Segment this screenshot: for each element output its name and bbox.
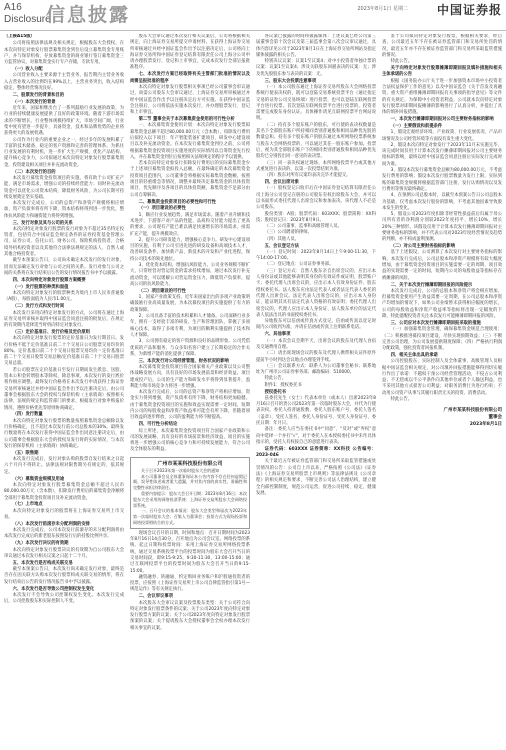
body-paragraph: 3、公司拥有稳定的客户资源和良好的品牌形象。公司凭借优质的产品和服务，与众多知名客户建立了长期稳定的合作关系，为新增产能的消化提供了保障。 — [130, 339, 250, 357]
section-heading: （三）定价基准日、发行价格及定价原则 — [12, 330, 90, 335]
body-paragraph: 4、在预测公司总股本时，以截至本预案公告日公司总股本为基础，仅考虑本次发行股份的影响，不考虑其他因素导致股本发生的变化。 — [382, 193, 502, 211]
section-heading: 四、会议出席对象 — [264, 180, 299, 186]
body-paragraph: （三）登记方式：自然人股东亲自出席会议的，应出示本人身份证或其他能够表明其身份的有效证件或证明、股票账户卡；委托代理人出席会议的，应出示本人有效身份证件、股东授权委托书。法人股东应由法定代表人或者法定代表人委托的代理人出席会议。法定代表人出席会议的，应出示本人身份证、能证明其具有法定代表人资格的有效证明；委托代理人出席会议的，代理人应出示本人身份证、法人股东单位的法定代表人依法出具的书面授权委托书。 — [256, 268, 376, 318]
section-heading: 关于向特定对象发行股票摊薄即期回报及填补措施和相关主体承诺的公告 — [382, 66, 502, 78]
section-heading: 授权委托书 — [264, 389, 287, 395]
body-paragraph: （一）登记时间：2023年8月14日上午9:00-11:30，下午14:00-17:00。 — [256, 249, 376, 262]
body-paragraph: 1、假设宏观经济环境、产业政策、行业发展状况、产品市场情况及公司经营环境等方面没有发生重大变化。 — [382, 130, 502, 142]
section-heading: （一）主要假设和前提条件 — [390, 123, 443, 129]
body-paragraph: （二）请出席现场会议的股东及代理人携带相关证件原件提前半小时到达会议地点办理签到手续。 — [256, 351, 376, 363]
column-2 — [130, 34, 250, 746]
body-paragraph: 本次向特定对象发行股票相关事项已经公司董事会审议通过，尚需公司股东大会审议通过、上海证券交易所审核通过并经中国证监会作出予以注册决定后方可实施。在获得中国证监会注册后，公司将依法实施本次发行，并办理股票发行、登记和上市事宜。 — [130, 84, 250, 116]
section-heading: 二、股票发行的背景和目的 — [12, 92, 65, 98]
body-paragraph: 本次向特定对象发行的股票种类为境内上市人民币普通股（A股），每股面值为人民币1.00元。 — [4, 291, 124, 303]
section-heading: 五、本次发行是否构成关联交易 — [12, 560, 73, 566]
section-heading: （一）项目建设的必要性 — [138, 206, 186, 212]
body-paragraph: 一、本次募集资金使用计划：本次向特定对象发行股票拟募集资金总额不超过80,000.00万元（含本数），扣除发行费用后拟投入以下项目：年产智能装备扩建项目、研发中心建设项目以及补充流动资金。在本次发行募集资金到位之前，公司将根据募集资金投资项目实施进度的实际情况以自筹资金先行投入，并在募集资金到位后按照相关法规规定的程序予以置换。 — [130, 123, 250, 160]
body-paragraph: 2、假设本次向特定对象发行于2023年11月末实施完毕，该完成时间仅用于计算本次发行摊薄即期回报对公司主要财务指标的影响，最终以经中国证监会同意注册后实际发行完成时间为准。 — [382, 142, 502, 167]
section-heading: 一、本次发行摊薄即期回报对公司主要财务指标的影响 — [390, 117, 494, 123]
column-4 — [382, 34, 502, 746]
body-paragraph: 本次发行完成后，发行对象认购的股票自发行结束之日起六个月内不得转让。法律法规对限售期另有规定的，依其规定。 — [4, 457, 124, 475]
body-paragraph: 股份类别：A股；股票代码：603XXX；股票简称：XX科技；股权登记日：2023年8月9日。 — [256, 211, 376, 223]
body-paragraph: 鉴于公司拟向特定对象发行股票，根据相关要求，经自查，公司最近五年不存在被证券监管部门和交易所处罚的情况，最近五年亦不存在被证券监管部门和交易所采取监管措施的情况。 — [382, 34, 502, 58]
section-heading: （六）募集资金规模及用途 — [12, 476, 65, 482]
section-heading: （五）限售期 — [12, 450, 39, 456]
section-heading: （一）本次发行的背景 — [12, 99, 56, 105]
body-paragraph: 根据《国务院办公厅关于进一步加强资本市场中小投资者合法权益保护工作的意见》以及中国证监会《关于首发及再融资、重大资产重组摊薄即期回报有关事项的指导意见》等文件的有关规定，为保障中小投资者利益，公司就本次向特定对象发行股票对即期回报摊薄的影响进行了认真分析，并提出了具体的填补回报措施。 — [382, 78, 502, 116]
section-heading: 四、本次向特定对象发行股票方案概要 — [12, 277, 86, 283]
column-1 — [4, 34, 124, 746]
notice-paragraph: 重要内容提示：股东大会召开日期：2023年8月16日；本次股东大会采用的网络投票系统：上海证券交易所股东大会网络投票系统。 — [133, 490, 247, 508]
body-paragraph: （二）登记地点：公司证券事务部。 — [264, 262, 334, 268]
body-paragraph: 本次向特定对象发行股票的发行对象为不超过35名特定投资者，包括符合中国证监会规定条件的证券投资基金管理公司、证券公司、信托公司、财务公司、保险机构投资者、合格境外机构投资者以及其他符合法律法规规定的法人、自然人或其他合格投资者。 — [4, 226, 124, 258]
body-paragraph: 公司营业收入主要来源于主营业务，报告期内主营业务收入占营业收入的比例均在99%以上，主营业务突出，收入结构稳定，整体经营情况良好。 — [4, 73, 124, 91]
body-paragraph: 本次发行募集资金投资项目的实施，将有助于公司扩充产能，满足市场需求，增强公司的持续经营能力；同时补充流动资金可以优化公司资本结构，降低财务风险，为公司长期可持续发展奠定坚实基础。 — [4, 175, 124, 200]
body-paragraph: 本次发行完成后，公司的总资产和净资产规模将相应增加，资产负债率将有所下降，资本结构将得到进一步优化，整体抗风险能力和融资能力将得到增强。 — [4, 201, 124, 219]
body-paragraph: 若本次向特定对象发行扣除发行费用后的实际募集资金少于上述项目募集资金拟投入总额，在最终确定的本次募集资金投资项目范围内，公司董事会将根据实际募集资金数额，按照项目的轻重缓急等情况，调整并最终决定募集资金的具体投资项目、优先顺序及各项目的具体投资额，募集资金不足部分由公司自筹解决。 — [130, 161, 250, 198]
notice-paragraph: 关于召开2023年第一次临时股东大会的通知 — [141, 467, 220, 473]
signature-line: 2023年8月1日 — [469, 422, 502, 428]
body-paragraph: 截至本预案公告日，本次发行尚未确定发行对象，最终是否存在因关联方认购本次发行股票构成关联交易的情形，将在发行结束后公告的发行情况报告书中予以披露。 — [4, 567, 124, 585]
masthead — [0, 0, 506, 31]
body-paragraph: （二）公司董事、监事和高级管理人员。 — [264, 224, 342, 230]
section-title: 信息披露 — [46, 4, 131, 26]
body-paragraph: 各议案已披露的时间和披露媒体：上述议案已经公司第三届董事会第十次会议及第三届监事会第八次会议审议通过，具体内容详见公司于2023年8月1日在上海证券交易所网站及指定媒体披露的相关公告。 — [256, 34, 376, 58]
body-paragraph: （三）公司聘请的律师。 — [264, 230, 312, 236]
body-paragraph: 若公司股票在定价基准日至发行日期间发生派息、送股、资本公积金转增股本等除权、除息事项，本次发行的发行底价将作相应调整。最终发行价格将在本次发行申请获得上海证券交易所审核通过并经中国证监会作出予以注册决定后，由公司董事会根据股东大会的授权与保荐机构（主承销商）按照相关法律、法规的规定和监管部门的要求，根据发行对象申购报价情况，遵照价格优先等原则协商确定。 — [4, 367, 124, 411]
body-paragraph: （二）持有多个股东账户的股东，可行使的表决权数量是其名下全部股东账户所持相同类别普通股和相同品种优先股的数量总和。持有多个股东账户的股东通过本所网络投票系统参与股东大会网络投票的，可以通过其任一股东账户参加。投票后，视为其全部股东账户下的相同类别普通股和相同品种优先股均已分别投出同一意见的表决票。 — [256, 122, 376, 160]
body-paragraph: 异地股东可以信函或传真方式登记，信函或传真以登记时间内公司收到为准，并请在信函或传真上注明联系电话。 — [256, 319, 376, 331]
body-paragraph: 本次股东大会审议议案及投票股东类型：关于公司符合向特定对象发行股票条件的议案；关于公司2023年度向特定对象发行股票方案的议案；关于公司2023年度向特定对象发行股票预案的议案；关于提请股东大会授权董事会全权办理本次发行相关事宜的议案。 — [130, 600, 250, 631]
body-paragraph: （一）本公司股东通过上海证券交易所股东大会网络投票系统行使表决权的，既可以登陆交易系统投票平台（通过指定交易的证券公司交易终端）进行投票，也可以登陆互联网投票平台进行投票。首次登陆互联网投票平台进行投票的，投资者需要完成股东身份认证。具体操作请见互联网投票平台网站说明。 — [256, 84, 376, 122]
body-paragraph: 股东大会审议通过本次发行相关议案后，公司将根据相关规定，向上海证券交易所提交申请材料，在获得上海证券交易所审核通过并经中国证监会作出予以注册决定后，公司将向上海证券交易所和中国证券登记结算有限责任公司上海分公司申请办理股票发行、登记和上市事宜，完成本次发行全部呈报批准程序。 — [130, 34, 250, 71]
body-paragraph: 特此公告。 — [390, 59, 413, 65]
body-paragraph: 本次发行完成后，公司的总资产和净资产将相应增加，资金实力得到增强，资产负债率有所下降，财务结构更加稳健。由于募集资金投资项目的实施和效益实现需要一定时间，短期内公司的每股收益和净资产收益率可能会有所下降，但随着项目效益的逐步释放，公司的盈利能力将不断提高。 — [130, 390, 250, 421]
column-3 — [256, 34, 376, 746]
body-paragraph: （四）股东对所有议案均表决完毕才能提交。 — [264, 173, 351, 179]
body-paragraph: 特此公告。 — [390, 397, 413, 403]
body-paragraph: 兹委托先生（女士）代表本单位（或本人）出席2023年8月16日召开的贵公司2023年第一次临时股东大会，并代为行使表决权。委托人持普通股数、委托人股东账户号、委托人签名（盖章）、受托人签名、委托人身份证号、受托人身份证号、委托日期：年月日。 — [256, 395, 376, 427]
body-paragraph: 本次向特定对象发行股票决议的有效期为自公司股东大会审议通过本次发行相关议案之日起十二个月。 — [4, 547, 124, 559]
body-paragraph: 基于上述假设，公司测算了本次发行对主要财务指标的影响。本次发行完成后，公司总股本和净资产规模将有较大幅度增加，由于募集资金投资项目的实施需要一定的周期，项目效益的实现需要一定的时间，短期内公司的每股收益等指标存在被摊薄的风险。 — [382, 250, 502, 281]
section-heading: （九）本次发行决议的有效期 — [12, 541, 69, 547]
body-paragraph: 本次向特定对象发行股票募集资金总额不超过人民币80,000.00万元（含本数），扣除发行费用后的募集资金净额将全部用于募集资金投资项目及补充流动资金。 — [4, 482, 124, 501]
section-heading: （二）本次发行的目的 — [12, 169, 56, 175]
body-paragraph: 2、提升公司研发能力，增强核心竞争力。研发中心建设项目的实施，有利于公司引进先进的研发设备和高端技术人才，改善研发条件，加快新产品、新技术的开发和产业化进程，保持公司技术的领先地位。 — [130, 237, 250, 262]
body-paragraph: 本次向特定对象发行股票的定价基准日为发行期首日。发行价格不低于定价基准日前二十个交易日公司股票交易均价的80%。定价基准日前二十个交易日股票交易均价＝定价基准日前二十个交易日股票交易总额/定价基准日前二十个交易日股票交易总量。 — [4, 336, 124, 367]
continued-from-label: （上接A15版） — [4, 34, 35, 39]
body-paragraph: （三）同一表决权通过现场、本所网络投票平台或其他方式重复进行表决的，以第一次投票结果为准。 — [256, 160, 376, 172]
body-paragraph: 本次发行不会导致公司控制权发生变化。本次发行完成后，公司控股股东和实际控制人不变。 — [4, 592, 124, 605]
section-heading: 第二节 董事会关于本次募集资金使用的可行性分析 — [138, 117, 235, 123]
section-heading: 六、其他事项 — [264, 332, 291, 338]
section-heading: （八）本次发行前滚存未分配利润的安排 — [12, 521, 90, 527]
section-name-en: Disclosure — [4, 14, 51, 25]
signature-line: 董事会 — [488, 415, 502, 421]
body-paragraph: （一）加强募集资金管理，确保募集资金规范合理使用；（二）积极推进募投项目建设，尽快实现预期效益；（三）不断完善公司治理，为公司发展提供制度保障；（四）严格执行利润分配政策，强化投资者回报机制。 — [382, 327, 502, 352]
body-paragraph: 本次向特定对象发行股票的数量按照募集资金总额除以发行价格确定，且不超过本次发行前公司总股本的30%。最终发行数量将在本次发行获得中国证监会作出同意注册决定后，由公司董事会根据股东大会的授权及发行时的实际情况，与本次发行的保荐机构（主承销商）协商确定。 — [4, 418, 124, 449]
body-paragraph: （三）会议联系方式：联系人为公司董事会秘书；联系地址为广州市公司证券事务部；邮政编码：510000。 — [256, 363, 376, 376]
body-paragraph: （四）其他人员。 — [264, 236, 299, 242]
body-paragraph: 现场会议召开的日期、时间和地点：召开日期时间为2023年8月16日14点30分，召开地点为公司会议室。网络投票的系统、起止日期和投票时间：采用上海证券交易所网络投票系统，通过交易系统投票平台的投票时间为股东大会召开当日的交易时间段，即9:15-9:25，9:30-11:30，13:00-15:00；通过互联网投票平台的投票时间为股东大会召开当日的9:15-15:00。 — [130, 530, 250, 574]
body-paragraph: 公司将按照法律法规及相关规定，根据股东大会授权，在本次向特定对象发行股票募集资金到位后设立募集资金专用账户，并与保荐机构、存放募集资金的商业银行签订募集资金三方监管协议，对募集资金实行专户存储，专款专用。 — [4, 41, 124, 66]
body-paragraph: 公司控股股东、实际控制人及全体董事、高级管理人员根据中国证监会相关规定，对公司填补回报措施能够得到切实履行作出了承诺：不越权干预公司经营管理活动，不侵占公司利益；不无偿或以不公平条件向其他单位或者个人输送利益，也不采用其他方式损害公司利益；对职务消费行为进行约束；不动用公司资产从事与其履行职责无关的投资、消费活动。 — [382, 359, 502, 396]
body-paragraph: 本次向特定对象发行的股票将在上海证券交易所上市交易。 — [4, 508, 124, 520]
body-paragraph: 3、假设本次发行募集资金总额为80,000.00万元，不考虑发行费用的影响；假设本次发行股票数量为发行上限，实际到账的募集资金规模将根据监管部门注册、发行认购情况以及发行费用等情况最终确定。 — [382, 168, 502, 192]
body-paragraph: 综上所述，本次募集资金投资项目符合国家产业政策和公司的发展战略，具有良好的市场前景和经济效益，项目的实施将进一步增强公司的核心竞争力和可持续发展能力，符合公司及全体股东的利益。 — [130, 428, 250, 453]
body-paragraph: （一）本次会议会期半天，出席会议的股东及代理人食宿及交通费用自理。 — [256, 338, 376, 350]
section-heading: 三、本次发行对公司经营管理、财务状况的影响 — [138, 358, 229, 364]
body-paragraph: 附件1：授权委托书 — [264, 382, 302, 388]
signature-block — [382, 407, 502, 428]
body-paragraph: 1、顺应行业发展趋势，满足市场需求。随着产业升级和技术进步，下游客户对产品的性能、品质和交付能力提出了更高的要求，公司现有产能已难以满足快速增长的市场需求，亟需扩充产能，提升规模效应。 — [130, 212, 250, 237]
notice-box — [130, 457, 250, 529]
body-paragraph: 备注：委托人应当在委托书中“同意”、“反对”或“弃权”意向中选择一个并打“√”，对于委托人在本授权委托书中未作具体指示的，受托人有权按自己的意愿进行表决。 — [256, 427, 376, 445]
body-paragraph: 近年来，国家相继出台了一系列鼓励行业发展的政策，为行业的持续健康发展提供了良好的政策环境。随着下游市场需求的不断增长，行业整体规模持续扩大，市场空间广阔，行业集中度有望进一步提升，具备资金、技术和品牌优势的企业将获得更大的发展机遇。 — [4, 106, 124, 137]
notice-company-title: 广州市某某科技股份有限公司 — [157, 460, 223, 467]
section-heading: （七）上市地点 — [12, 502, 43, 508]
body-paragraph: 本次发行完成后，公司的总股本和净资产将会相应增加。但募集资金使用产生效益需要一定周期，在公司总股本和净资产均增加的情况下，如果公司业绩暂未获得相应幅度的增长，公司的每股收益和净资产收益率等指标将出现一定幅度的下降。特此提醒投资者关注本次发行可能摊薄即期回报的风险。 — [382, 288, 502, 320]
notice-paragraph: 一、召开会议的基本情况：股东大会类型和届次为2023年第一次临时股东大会；召集人为董事会；投票方式为现场投票和网络投票相结合的方式。 — [133, 508, 247, 525]
body-paragraph: 特此公告。 — [264, 376, 287, 382]
section-heading: （二）发行方式和发行时间 — [12, 304, 65, 310]
section-heading: 二、会议审议事项 — [138, 594, 173, 600]
section-heading: 六、本次发行是否导致公司控制权发生变化 — [12, 586, 95, 592]
section-heading: 四、相关主体出具的承诺 — [390, 353, 438, 358]
body-paragraph: 截至本预案公告日，公司尚未确定本次发行的发行对象，因而无法确定发行对象与公司之间的关系。发行对象与公司之间的关系将在发行结束后公告的发行情况报告书中予以披露。 — [4, 258, 124, 276]
body-paragraph: 5、假设公司2023年度扣除非经常性损益前后归属于母公司所有者的净利润分别较2022年度持平、增长10%、增长20%三种情形。该假设仅用于计算本次发行摊薄即期回报对主要财务指标的影响，并不代表公司对2023年度经营情况及趋势的判断，亦不构成盈利预测。 — [382, 212, 502, 243]
section-heading: （一）收入分配 — [12, 67, 43, 73]
section-heading: 五、会议登记方法 — [264, 243, 299, 249]
section-heading: 三、发行对象及其与公司的关系 — [12, 220, 73, 226]
section-heading: （四）发行数量 — [12, 412, 43, 418]
body-paragraph: 本次发行完成后，公司本次发行前滚存的未分配利润将由本次发行完成后的新老股东按照发行后的持股比例共享。 — [4, 528, 124, 540]
body-paragraph: 3、优化资本结构，增强抗风险能力。公司业务规模不断扩大，日常经营对营运资金的需求持续增加，通过本次发行补充流动资金，可以缓解公司营运资金压力，降低资产负债率，提高公司的抗风险能力。 — [130, 263, 250, 287]
body-paragraph: 本次募集资金投资项目符合国家相关产业政策以及公司整体战略发展方向，具有良好的市场发展前景和经济效益。项目建成投产后，公司的生产能力和研发水平将得到显著提升，盈利能力和市场竞争力将进一步增强。 — [130, 365, 250, 389]
newspaper-logo: 中国证券报 — [436, 3, 502, 17]
section-heading: （二）项目建设的可行性 — [138, 288, 186, 294]
section-heading: 证券代码：603XXX 证券简称：XX科技 公告编号：2023-046 — [256, 446, 376, 459]
section-heading: 七、本次发行方案已经取得有关主管部门批准的情况以及尚需呈报批准的程序 — [130, 72, 250, 84]
body-paragraph: 特别决议议案：议案1至议案4；对中小投资者单独计票的议案：议案1至议案4；涉及关联股东回避表决的议案：无；涉及优先股股东参与表决的议案：无。 — [256, 59, 376, 77]
notice-paragraph: 本公司董事会及全体董事保证本公告内容不存在任何虚假记载、误导性陈述或者重大遗漏，并对其内容的真实性、准确性和完整性承担法律责任。 — [133, 473, 247, 491]
section-heading: （二）对公司主要财务指标的影响 — [390, 244, 456, 250]
page-code: A16 — [4, 2, 22, 13]
body-paragraph: 公司作为行业内的重要企业之一，经过多年的发展积累了丰富的技术储备、稳定的客户资源和完善的管理体系。为抓住行业发展的有利时机，进一步扩大生产规模、优化产品结构、提升核心竞争力，公司拟通过本次向特定对象发行股票募集资金，投资建设相关项目并补充流动资金。 — [4, 137, 124, 168]
section-heading: 三、股东大会投票注意事项 — [264, 78, 317, 84]
body-paragraph: 2、公司具备丰富的技术积累和人才储备。公司深耕行业多年，拥有一支经验丰富的研发、生产和管理团队，掌握了多项核心技术，取得了多项专利，为项目的顺利实施提供了技术和人才保障。 — [130, 314, 250, 338]
article-columns — [4, 34, 502, 746]
section-heading: （一）发行股票的种类和面值 — [12, 284, 69, 290]
section-heading: 二、关于本次发行摊薄即期回报的风险提示 — [390, 282, 473, 288]
body-paragraph: 关于最近五年被证券监管部门和交易所采取监管措施或处罚情况的公告：公司自上市以来，严格按照《公司法》《证券法》《上海证券交易所股票上市规则》等法律法规及《公司章程》的相关规定和要求，不断完善公司法人治理结构，建立健全内部控制制度，规范公司运营，促进公司持续、稳定、健康发展。 — [256, 459, 376, 496]
body-paragraph: 本次发行采用向特定对象发行的方式，公司将在通过上海证券交易所审核并取得中国证监会同意注册的批复后，在规定的有效期内选择适当时机向特定对象发行。 — [4, 310, 124, 329]
section-heading: 三、公司应对本次发行摊薄即期回报采取的措施 — [390, 320, 481, 326]
body-paragraph: 融资融券、转融通、约定购回业务账户和沪股通投资者的投票，应按照《上海证券交易所上市公司自律监管指引第1号—规范运作》等有关规定执行。 — [130, 574, 250, 593]
body-paragraph: （一）股权登记日收市后在中国证券登记结算有限责任公司上海分公司登记在册的公司股东有权出席股东大会，并可以以书面形式委托代理人出席会议和参加表决。该代理人不必是公司股东。 — [256, 186, 376, 211]
body-paragraph: 1、国家产业政策支持。近年来国家出台的多项产业政策明确鼓励行业高质量发展，为本次募投项目的实施提供了有力的政策保障。 — [130, 295, 250, 313]
signature-line: 广州市某某科技股份有限公司 — [443, 408, 502, 414]
section-heading: 四、可行性分析结论 — [138, 422, 178, 428]
issue-date: 2023年8月1日 星期二 — [357, 6, 408, 12]
section-heading: 二、募集资金投资项目的必要性和可行性 — [138, 199, 216, 205]
